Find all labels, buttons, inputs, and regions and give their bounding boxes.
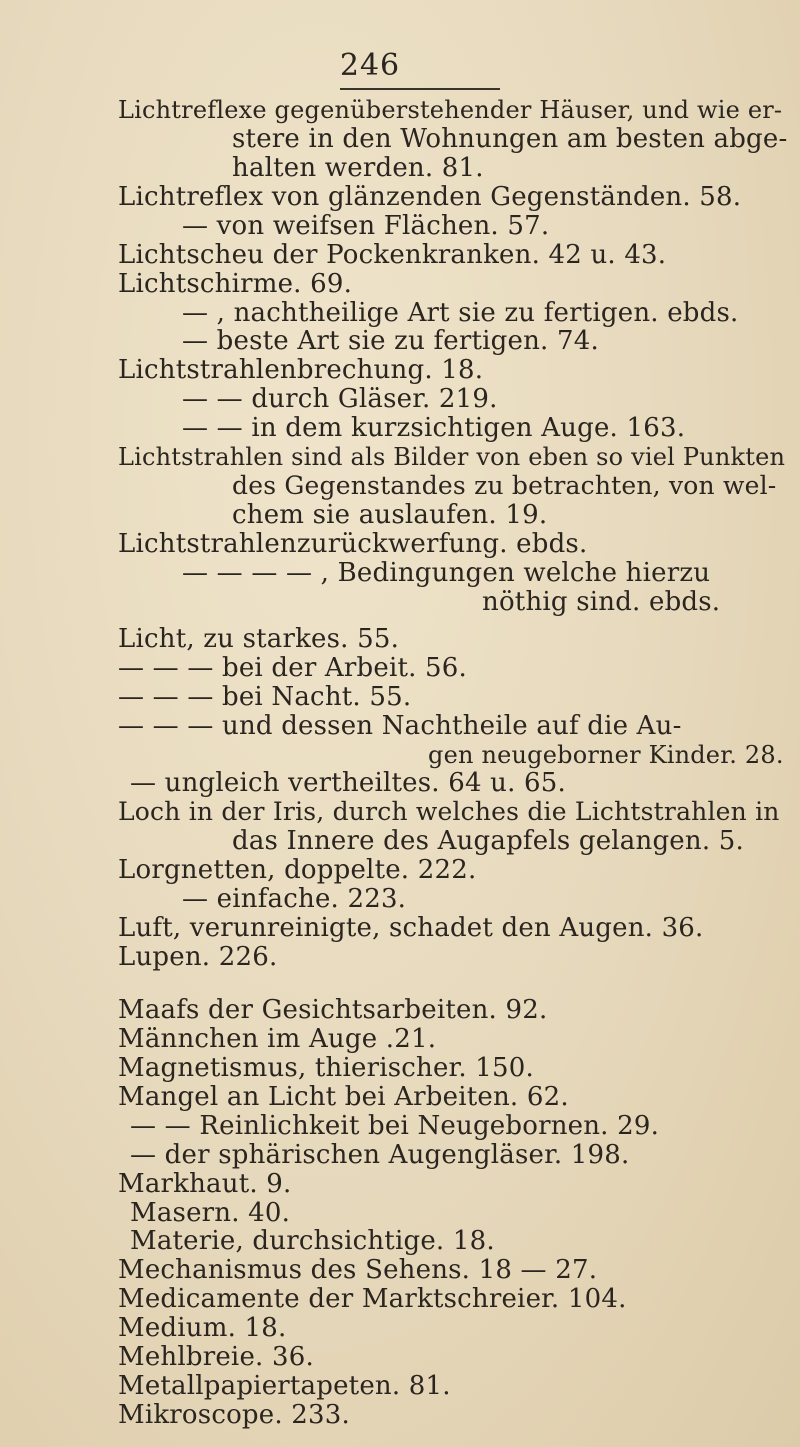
index-line: — einfache. 223. bbox=[182, 884, 407, 914]
index-line: — — — — , Bedingungen welche hierzu bbox=[182, 558, 711, 588]
index-line: — , nachtheilige Art sie zu fertigen. ebds. bbox=[182, 298, 739, 328]
index-line: Lichtscheu der Pockenkranken. 42 u. 43. bbox=[118, 240, 667, 270]
index-line: Mikroscope. 233. bbox=[118, 1400, 350, 1430]
index-line: Masern. 40. bbox=[130, 1198, 291, 1228]
index-line: Mehlbreie. 36. bbox=[118, 1342, 314, 1372]
index-line: Mechanismus des Sehens. 18 — 27. bbox=[118, 1255, 598, 1285]
index-line: — — durch Gläser. 219. bbox=[182, 384, 498, 414]
index-line: Materie, durchsichtige. 18. bbox=[130, 1226, 495, 1256]
index-line: — — in dem kurzsichtigen Auge. 163. bbox=[182, 413, 686, 443]
index-line: — — Reinlichkeit bei Neugebornen. 29. bbox=[130, 1111, 660, 1141]
index-line: — ungleich vertheiltes. 64 u. 65. bbox=[130, 768, 566, 798]
index-line: Lichtstrahlenzurückwerfung. ebds. bbox=[118, 529, 588, 559]
index-line: Licht, zu starkes. 55. bbox=[118, 624, 400, 654]
index-line: — von weifsen Flächen. 57. bbox=[182, 211, 550, 241]
index-line: Luft, verunreinigte, schadet den Augen. 36. bbox=[118, 913, 704, 943]
index-line: Lupen. 226. bbox=[118, 942, 278, 972]
index-line: Metallpapiertapeten. 81. bbox=[118, 1371, 451, 1401]
index-line: Medicamente der Marktschreier. 104. bbox=[118, 1284, 627, 1314]
index-line: — — — bei der Arbeit. 56. bbox=[118, 653, 468, 683]
index-line: Lichtreflexe gegenüberstehender Häuser, und wie er- bbox=[118, 96, 783, 124]
index-line: nöthig sind. ebds. bbox=[482, 587, 721, 617]
index-line: — — — und dessen Nachtheile auf die Au- bbox=[118, 711, 682, 741]
index-line: Loch in der Iris, durch welches die Lichtstrahlen in bbox=[118, 797, 780, 826]
index-line: Lichtstrahlenbrechung. 18. bbox=[118, 355, 484, 385]
index-line: Maafs der Gesichtsarbeiten. 92. bbox=[118, 995, 548, 1025]
index-line: gen neugeborner Kinder. 28. bbox=[428, 741, 784, 769]
index-line: Mangel an Licht bei Arbeiten. 62. bbox=[118, 1082, 569, 1112]
index-line: — der sphärischen Augengläser. 198. bbox=[130, 1140, 630, 1170]
index-line: Lichtreflex von glänzenden Gegenständen. 58. bbox=[118, 182, 742, 212]
index-line: — beste Art sie zu fertigen. 74. bbox=[182, 326, 599, 356]
index-line: Markhaut. 9. bbox=[118, 1169, 292, 1199]
index-line: Männchen im Auge .21. bbox=[118, 1024, 437, 1054]
index-line: Medium. 18. bbox=[118, 1313, 287, 1343]
index-line: chem sie auslaufen. 19. bbox=[232, 500, 548, 530]
page-number: 246 bbox=[339, 48, 401, 83]
index-line: Lichtschirme. 69. bbox=[118, 269, 353, 299]
index-line: Lichtstrahlen sind als Bilder von eben so viel Punkten bbox=[118, 443, 786, 471]
index-line: Lorgnetten, doppelte. 222. bbox=[118, 855, 477, 885]
index-line: halten werden. 81. bbox=[232, 153, 484, 183]
index-line: Magnetismus, thierischer. 150. bbox=[118, 1053, 534, 1083]
index-line: des Gegenstandes zu betrachten, von wel- bbox=[232, 471, 777, 500]
index-line: — — — bei Nacht. 55. bbox=[118, 682, 412, 712]
index-line: stere in den Wohnungen am besten abge- bbox=[232, 124, 788, 154]
index-line: das Innere des Augapfels gelangen. 5. bbox=[232, 826, 744, 856]
